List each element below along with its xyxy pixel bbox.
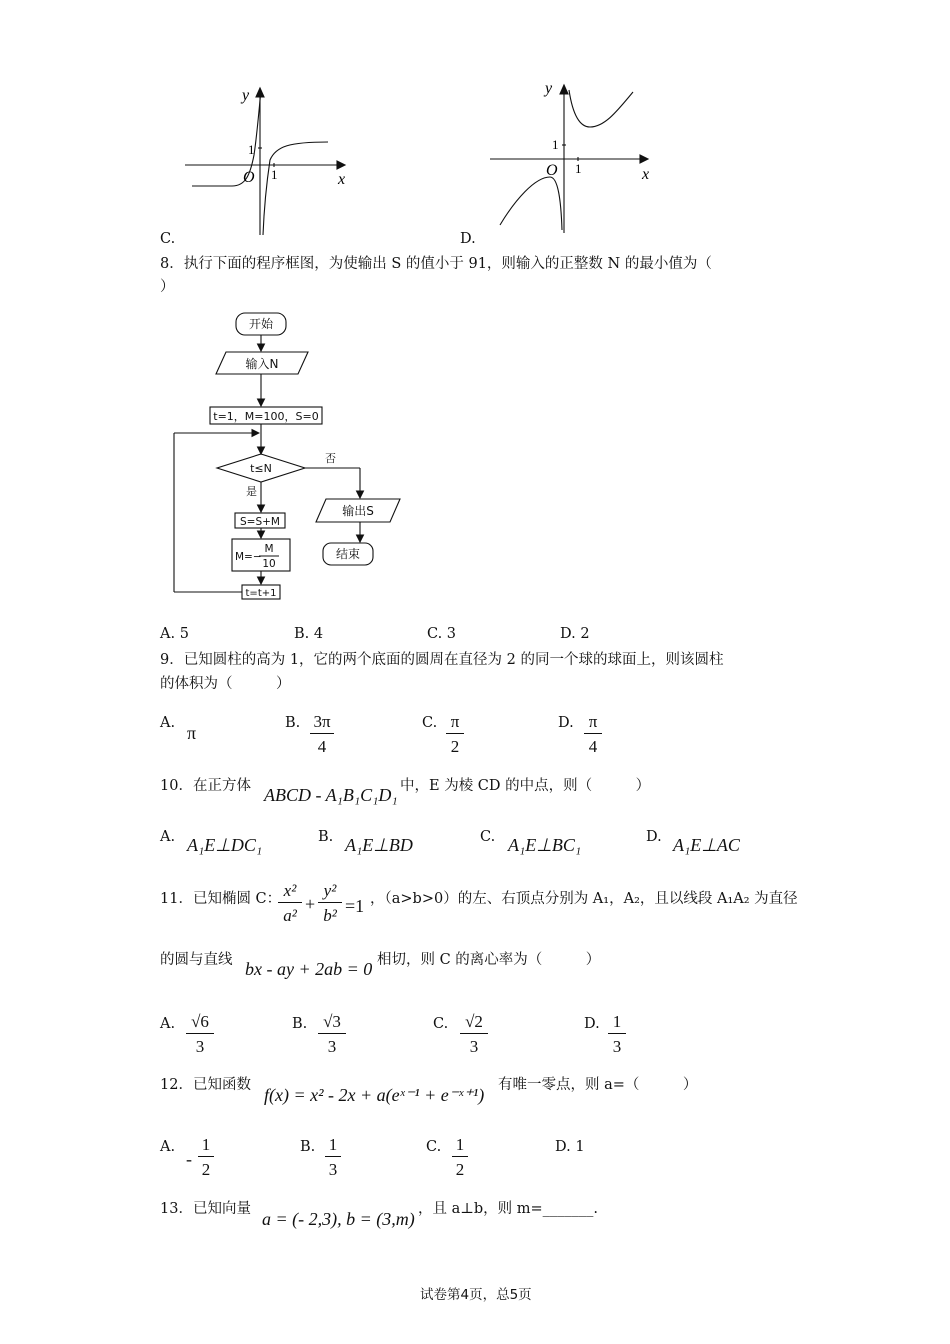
fc-cond-label: t≤N [250,462,272,475]
q11-c-num: √2 [460,1013,488,1034]
flowchart [168,308,418,608]
q12-label-c: C. [426,1139,442,1155]
fc-no-label: 否 [325,452,336,465]
q9-label-a: A. [160,715,176,731]
graph-option-d [480,75,660,240]
q8-option-c: C. 3 [427,626,457,642]
q12-suffix: 有唯一零点，则 a=（ ） [498,1077,698,1093]
graph-d-one-y: 1 [552,137,559,152]
q13-suffix: ，且 a⊥b，则 m=_______. [418,1201,599,1217]
q7-option-c-label: C. [160,231,176,247]
q9-option-b [310,713,334,755]
q12-option-a-sign: - [186,1149,192,1169]
q10-suffix: 中，E 为棱 CD 的中点，则（ ） [400,778,651,794]
q11-suffix: ，（a>b>0）的左、右顶点分别为 A₁，A₂，且以线段 A₁A₂ 为直径 [370,891,798,907]
fc-step3-label: t=t+1 [245,588,277,599]
fc-step2-num: M [264,543,274,555]
q11-plus: + [305,894,316,914]
q7-option-d-label: D. [460,231,476,247]
q11-option-b [318,1013,346,1055]
q11-eq-one: =1 [345,896,365,916]
q11-option-c [460,1013,488,1055]
q9-label-d: D. [558,715,574,731]
q9-b-num: 3π [310,713,334,734]
q10-option-a: A₁E⊥DC₁ [187,835,263,855]
q11-d-num: 1 [608,1013,626,1034]
graph-d-origin: O [546,162,558,179]
q9-label-c: C. [422,715,438,731]
q12-c-den: 2 [455,1160,465,1179]
q11-d-den: 3 [612,1037,622,1056]
q11-b-num: √3 [318,1013,346,1034]
graph-c-origin: O [243,169,255,186]
q9-stem-line2: 的体积为（ ） [160,676,291,692]
fc-step1-label: S=S+M [240,516,280,528]
q11-c-den: 3 [469,1037,479,1056]
q12-prefix: 12．已知函数 [160,1077,251,1093]
q11-line2-suffix: 相切，则 C 的离心率为（ ） [377,952,601,968]
q12-option-a [198,1136,214,1178]
q12-label-d: D. 1 [555,1139,585,1155]
fc-step2-lhs: M=− [235,551,262,563]
q9-stem-line1: 9．已知圆柱的高为 1，它的两个底面的圆周在直径为 2 的同一个球的球面上，则该圆柱 [160,652,724,668]
q13-prefix: 13．已知向量 [160,1201,251,1217]
q9-d-den: 4 [588,737,598,756]
fc-output-label: 输出S [342,504,374,518]
q12-label-b: B. [300,1139,316,1155]
q11-a-num: √6 [186,1013,214,1034]
q9-option-a: π [187,723,197,743]
q9-option-d [584,713,602,755]
graph-d-y-label: y [545,80,553,97]
q8-stem-end: ） [160,279,175,295]
q10-label-a: A. [160,829,176,845]
q12-function-expr: f(x) = x² - 2x + a(eˣ⁻¹ + e⁻ˣ⁺¹) [264,1085,485,1105]
q11-label-d: D. [584,1016,600,1032]
graph-c-y-label: y [242,87,250,104]
q12-c-num: 1 [452,1136,468,1157]
q11-line-expr: bx - ay + 2ab = 0 [245,959,373,979]
graph-d-x-label: x [642,166,650,183]
q10-option-d: A₁E⊥AC [673,835,740,855]
q10-label-c: C. [480,829,496,845]
q11-ellipse-x-term [278,882,302,924]
q9-d-num: π [584,713,602,734]
q11-x2: x² [278,882,302,903]
q8-option-a: A. 5 [160,626,189,642]
q9-option-c [446,713,464,755]
q12-label-a: A. [160,1139,176,1155]
graph-option-c [180,80,360,240]
q10-cube-expr: ABCD - A₁B₁C₁D₁ [264,785,398,805]
graph-c-one-x: 1 [271,167,278,182]
q12-a-den: 2 [201,1160,211,1179]
q11-b2: b² [323,906,337,925]
q11-option-d [608,1013,626,1055]
q12-a-num: 1 [198,1136,214,1157]
fc-end-label: 结束 [335,547,361,561]
page-footer: 试卷第4页，总5页 [420,1287,532,1303]
q11-option-a [186,1013,214,1055]
q11-ellipse-y-term [318,882,342,924]
q8-option-b: B. 4 [294,626,324,642]
q12-b-num: 1 [325,1136,341,1157]
fc-input-label: 输入N [245,357,279,371]
q11-a2: a² [283,906,297,925]
q9-c-den: 2 [450,737,460,756]
q13-vector-expr: a = (- 2,3), b = (3,m) [262,1209,415,1229]
fc-step2-den: 10 [262,558,276,570]
graph-c-one-y: 1 [248,142,255,157]
q10-option-c: A₁E⊥BC₁ [508,835,582,855]
q11-a-den: 3 [195,1037,205,1056]
graph-c-x-label: x [338,171,346,188]
q10-label-d: D. [646,829,662,845]
q9-label-b: B. [285,715,301,731]
q11-b-den: 3 [327,1037,337,1056]
q9-b-den: 4 [317,737,327,756]
q11-prefix: 11．已知椭圆 C： [160,891,282,907]
fc-init-label: t=1，M=100，S=0 [213,410,319,423]
q11-label-a: A. [160,1016,176,1032]
q12-option-b [325,1136,341,1178]
q9-c-num: π [446,713,464,734]
q12-b-den: 3 [328,1160,338,1179]
q10-label-b: B. [318,829,334,845]
q8-option-d: D. 2 [560,626,590,642]
fc-start-label: 开始 [248,317,274,331]
q11-label-b: B. [292,1016,308,1032]
q12-option-c [452,1136,468,1178]
graph-d-one-x: 1 [575,161,582,176]
q11-y2: y² [318,882,342,903]
q11-label-c: C. [433,1016,449,1032]
q11-line2-prefix: 的圆与直线 [160,952,233,968]
q8-stem: 8．执行下面的程序框图，为使输出 S 的值小于 91，则输入的正整数 N 的最小值为（ [160,256,712,272]
q10-option-b: A₁E⊥BD [345,835,413,855]
fc-yes-label: 是 [246,485,257,498]
q10-prefix: 10．在正方体 [160,778,251,794]
